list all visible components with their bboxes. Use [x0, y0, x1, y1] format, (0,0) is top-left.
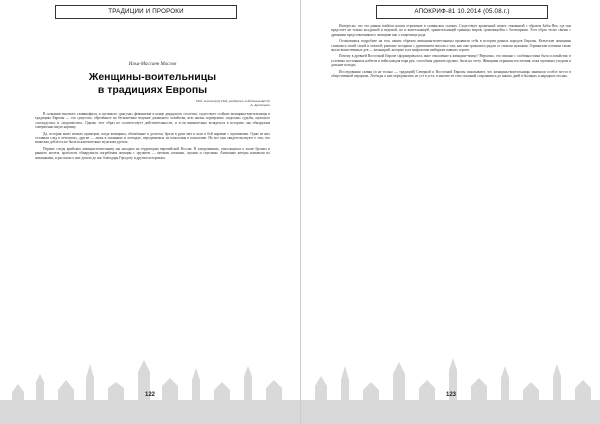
paragraph: Исследования славян (и не только — традиций) Северной и Восточной Европы показывают, что женщины-воительницы занимали особое место в общественной иерархии. Легенды о них передавались из уст в уста, и многие из этих сказаний сохранились до наших дней в былинах и народных песнях. [331, 69, 571, 79]
right-running-header: АПОКРИФ-81 10.2014 (05.08.г.) [376, 5, 548, 19]
left-body-text [35, 112, 270, 162]
city-skyline-decoration [0, 352, 300, 424]
left-running-header: ТРАДИЦИИ И ПРОРОКИ [55, 5, 237, 19]
paragraph: Да, история знает немало примеров, когда женщины, облачённые в доспехи, брали в руки меч и шли в бой наравне с мужчинами. Одни из них оставили след в летописях, другие — лишь в сказаниях и легендах, передаваемых из поколения в поколение. Но все они свидетельствуют о том, что воинская доблесть не была исключительно мужским уделом. [35, 131, 270, 145]
paragraph: Остановимся подробнее на том, каким образом женщины-воительницы проявили себя в истории разных народов Европы. Кельтские женщины славились своей силой и отвагой; римские историки с удивлением писали о том, как они сражались рядом со своими мужьями. Германские племена также знали воинственных дев — валькирий, которые в их мифологии выбирали павших героев. [331, 39, 571, 53]
paragraph: Интересно, что эта давняя tradition нашла отражение в славянских сказках. Существует архаичный сюжет, связанный с образом Бабы-Яги, где она предстаёт не только колдуньей и ведьмой, но и воительницей, хранительницей границы миров, сражающейся с богатырями. Этот образ тесно связан с древними представлениями о женщине как о защитнице рода. [331, 24, 571, 37]
title-line-1: Женщины-воительницы [88, 71, 217, 83]
paragraph: Первые следы арийских женщин-воительниц мы находим на территории европейской России. В захоронениях, относящихся к эпохе бронзы и раннего железа, археологи обнаружили погребения женщин с оружием — мечами, копьями, луками и стрелами. Античные авторы называли их амазонками, и рассказы о них дошли до нас благодаря Геродоту и другим историкам. [35, 146, 270, 160]
epigraph-text: Поб, великие(сё) Поб, разберись лебедильныя(сё)! [195, 99, 270, 103]
left-page-number: 122 [144, 392, 155, 398]
paragraph: В сознании типового славянофила, и пугливого «рыгуна» феминизма в конце двадцатого столетия, существует стойкие женщины-воительницы в традициях Европы — это существо, обречённое на бесконечное ведение домашнего хозяйства, всю жизнь подвержено «юдолям» судьбы, мужского «поскудства» и «мздоимства». Однако этот образ не соответствует действительности, и если внимательно вглядеться в историю, мы обнаружим совершенно иную картину. [35, 112, 270, 130]
article-title [35, 71, 270, 97]
epigraph [120, 99, 270, 107]
right-page-number: 123 [445, 392, 456, 398]
article-author: Ильи-Массанн Маслов [128, 62, 177, 67]
epigraph-attribution: А. Архипцкин [250, 103, 270, 108]
right-page [300, 0, 600, 424]
paragraph: Почему в древней Восточной Европе сформировалось иное отношение к женщине-воину? Вероятно, это связано с особенностями быта и хозяйства: в условиях постоянных набегов и войн каждая пара рук, способная держать оружие, была на счету. Женщины охраняли поселения, пока мужчины уходили в дальние походы. [331, 54, 571, 68]
right-body-text [331, 24, 571, 80]
title-line-2: в традициях Европы [97, 84, 208, 96]
city-skyline-decoration [301, 352, 600, 424]
